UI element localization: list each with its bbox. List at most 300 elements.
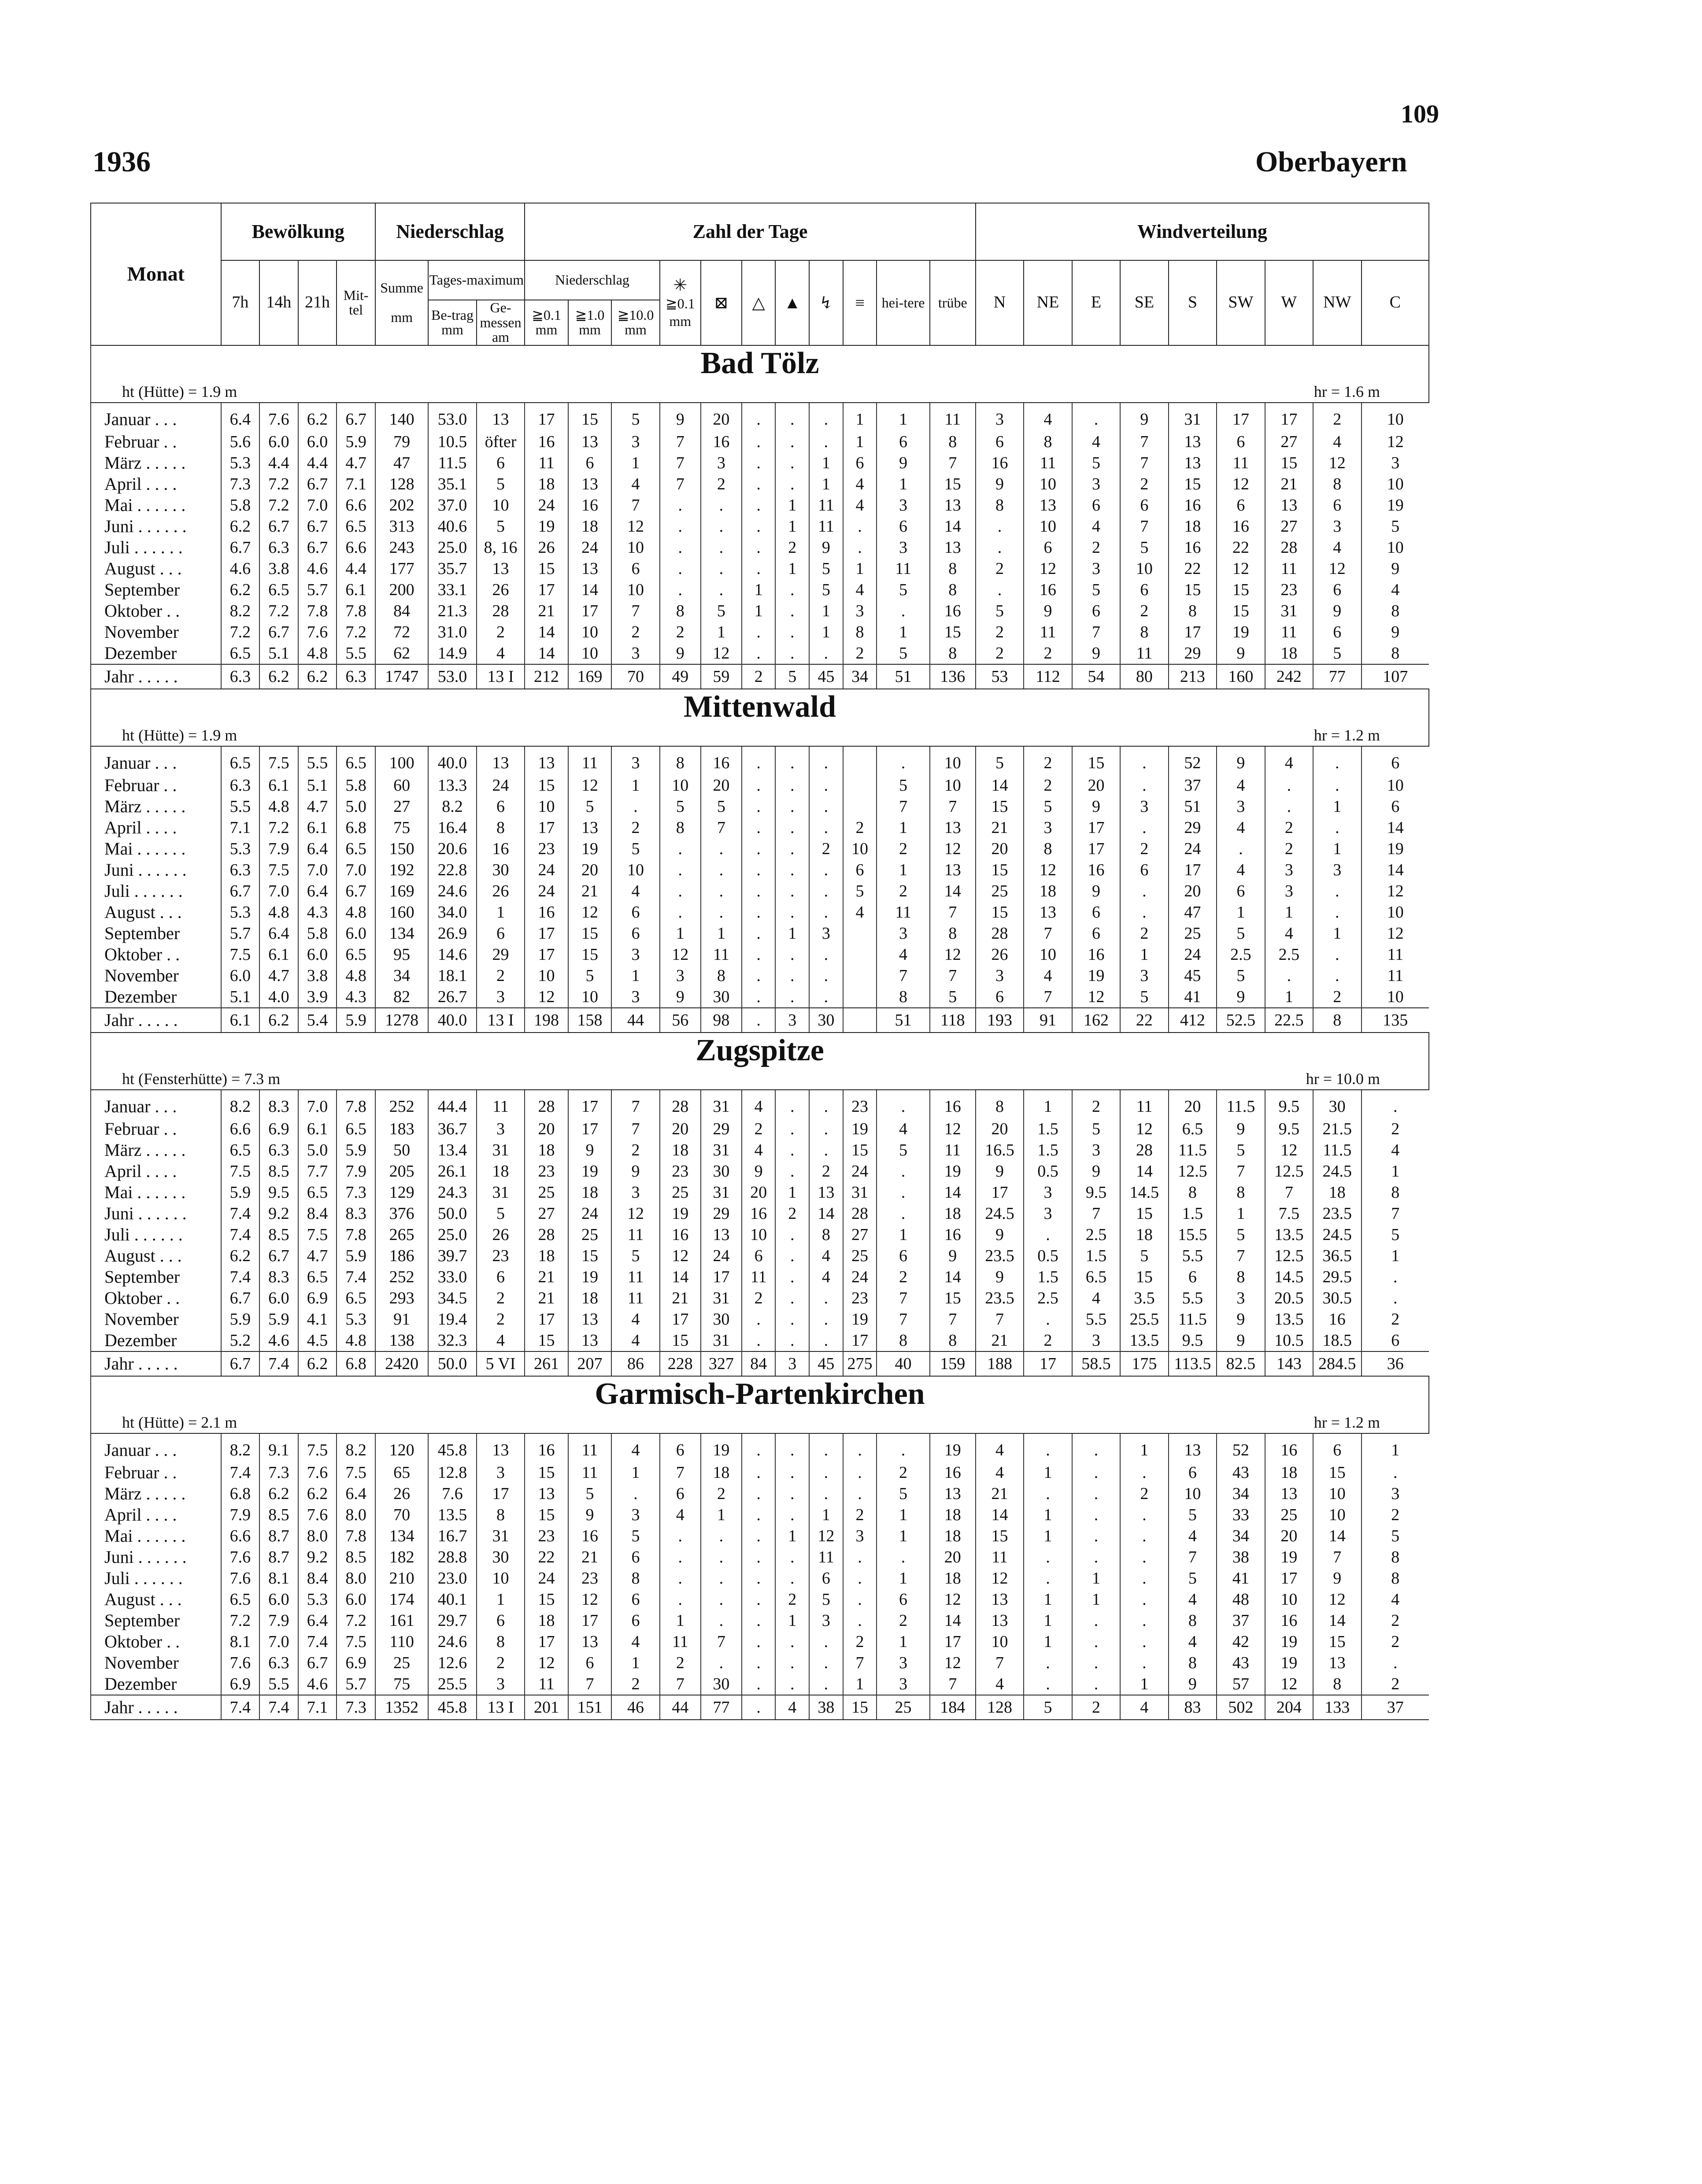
- table-cell: 7.9: [259, 838, 298, 859]
- table-cell: 2: [877, 1462, 929, 1483]
- table-cell: .: [809, 796, 843, 817]
- table-cell: 6.4: [337, 1483, 375, 1504]
- table-cell: 252: [375, 1266, 428, 1288]
- table-cell: 1: [1120, 1433, 1168, 1462]
- month-label: Februar . .: [91, 1462, 221, 1483]
- table-cell: .: [1313, 817, 1361, 838]
- table-cell: .: [742, 1330, 776, 1351]
- year-cell: 184: [930, 1695, 976, 1720]
- table-cell: 6.0: [298, 944, 337, 965]
- table-cell: .: [775, 1330, 809, 1351]
- table-cell: .: [775, 1224, 809, 1245]
- table-cell: 24: [843, 1266, 877, 1288]
- table-cell: 6.1: [337, 579, 375, 600]
- table-cell: 25.5: [1120, 1309, 1168, 1330]
- year-cell: 59: [701, 664, 742, 689]
- year-cell: 188: [976, 1351, 1024, 1376]
- table-cell: .: [775, 902, 809, 923]
- table-cell: 6.7: [337, 881, 375, 902]
- table-cell: 8.2: [428, 796, 476, 817]
- table-cell: 17: [843, 1330, 877, 1351]
- table-cell: 10: [1265, 1589, 1313, 1610]
- table-cell: 43: [1217, 1462, 1265, 1483]
- table-cell: .: [809, 817, 843, 838]
- table-cell: 13: [930, 817, 976, 838]
- table-cell: 5: [611, 838, 659, 859]
- table-row: [91, 1433, 1429, 1462]
- year-cell: 6.2: [298, 664, 337, 689]
- month-label: Juli . . . . . .: [91, 1224, 221, 1245]
- table-cell: 25.0: [428, 537, 476, 558]
- table-cell: 30: [701, 1673, 742, 1695]
- month-label: Dezember: [91, 1673, 221, 1695]
- table-cell: .: [775, 1673, 809, 1695]
- table-cell: 12: [930, 1118, 976, 1140]
- table-cell: 7: [930, 1309, 976, 1330]
- ge100-label: ≧10.0: [617, 307, 654, 323]
- year-cell: 13 I: [477, 1008, 525, 1033]
- table-cell: [843, 965, 877, 986]
- table-cell: 18: [930, 1504, 976, 1525]
- table-cell: 243: [375, 537, 428, 558]
- table-row: [91, 1462, 1429, 1483]
- table-row: [91, 1090, 1429, 1118]
- table-cell: 6.7: [298, 516, 337, 537]
- table-cell: 376: [375, 1203, 428, 1224]
- table-cell: .: [809, 881, 843, 902]
- table-cell: 8: [1217, 1266, 1265, 1288]
- table-cell: 6.0: [337, 1589, 375, 1610]
- table-cell: .: [660, 1589, 701, 1610]
- table-cell: 11: [742, 1266, 776, 1288]
- table-cell: 15: [1120, 1203, 1168, 1224]
- year-cell: 213: [1169, 664, 1217, 689]
- table-cell: 2: [611, 1673, 659, 1695]
- table-cell: 1: [1362, 1433, 1429, 1462]
- table-row: [91, 902, 1429, 923]
- table-cell: 9: [568, 1140, 612, 1161]
- summe-unit: mm: [391, 309, 413, 326]
- table-cell: 27: [843, 1224, 877, 1245]
- table-cell: .: [809, 1118, 843, 1140]
- table-cell: 2: [843, 1631, 877, 1652]
- col-wind-se: SE: [1120, 260, 1168, 345]
- table-cell: 1: [877, 403, 929, 431]
- table-cell: .: [1362, 1090, 1429, 1118]
- table-cell: 2: [1120, 1483, 1168, 1504]
- year-cell: 52.5: [1217, 1008, 1265, 1033]
- table-cell: 19: [1265, 1652, 1313, 1673]
- table-cell: 6.4: [221, 403, 260, 431]
- table-cell: .: [775, 965, 809, 986]
- table-cell: 1: [1120, 944, 1168, 965]
- table-cell: 1: [1362, 1161, 1429, 1182]
- table-cell: 12: [1313, 452, 1361, 474]
- table-cell: 95: [375, 944, 428, 965]
- table-cell: 10: [976, 1631, 1024, 1652]
- table-cell: 7.4: [221, 1462, 260, 1483]
- table-cell: 2: [877, 881, 929, 902]
- table-cell: 10: [477, 1568, 525, 1589]
- table-cell: 4.4: [298, 452, 337, 474]
- table-cell: 6.5: [337, 746, 375, 775]
- month-label: März . . . . .: [91, 452, 221, 474]
- table-cell: 4.7: [298, 1245, 337, 1266]
- table-cell: .: [742, 1547, 776, 1568]
- station-name: Bad Tölz: [91, 345, 1429, 381]
- table-cell: 8: [1169, 1610, 1217, 1631]
- table-cell: .: [742, 1462, 776, 1483]
- table-cell: 12: [525, 986, 568, 1008]
- col-thunder: [775, 260, 809, 345]
- table-row: [91, 1203, 1429, 1224]
- table-cell: .: [809, 1090, 843, 1118]
- table-cell: 3: [611, 986, 659, 1008]
- year-cell: 45: [809, 664, 843, 689]
- table-cell: .: [660, 1525, 701, 1547]
- table-cell: 10: [1362, 474, 1429, 495]
- year-cell: 5 VI: [477, 1351, 525, 1376]
- lightning-icon: ↯: [819, 293, 833, 312]
- table-cell: 16: [525, 431, 568, 452]
- month-label: Januar . . .: [91, 1433, 221, 1462]
- table-cell: .: [742, 986, 776, 1008]
- table-cell: 3: [1120, 965, 1168, 986]
- table-cell: 8: [1024, 431, 1072, 452]
- table-cell: 7: [701, 1631, 742, 1652]
- table-cell: .: [742, 796, 776, 817]
- table-cell: 16: [660, 1224, 701, 1245]
- table-cell: 8: [1313, 474, 1361, 495]
- table-cell: 4: [611, 1309, 659, 1330]
- table-cell: 6.5: [337, 944, 375, 965]
- table-cell: 2: [775, 1203, 809, 1224]
- table-cell: 24: [568, 537, 612, 558]
- table-cell: 1: [809, 452, 843, 474]
- table-cell: 4: [1362, 1589, 1429, 1610]
- table-cell: 75: [375, 1673, 428, 1695]
- table-cell: 14: [976, 1504, 1024, 1525]
- table-row: [91, 474, 1429, 495]
- table-cell: 7: [1313, 1547, 1361, 1568]
- table-cell: .: [775, 600, 809, 622]
- year-cell: 175: [1120, 1351, 1168, 1376]
- table-cell: 13.5: [1265, 1309, 1313, 1330]
- table-cell: 14: [930, 1610, 976, 1631]
- table-cell: 23.5: [976, 1245, 1024, 1266]
- table-cell: 2: [976, 643, 1024, 664]
- year-cell: 112: [1024, 664, 1072, 689]
- table-cell: 31: [701, 1140, 742, 1161]
- table-cell: 6: [1072, 495, 1120, 516]
- table-cell: 5.6: [221, 431, 260, 452]
- table-cell: 5: [701, 796, 742, 817]
- year-cell: 159: [930, 1351, 976, 1376]
- table-row: [91, 1288, 1429, 1309]
- table-cell: 6.9: [337, 1652, 375, 1673]
- table-cell: 39.7: [428, 1245, 476, 1266]
- table-cell: 6.6: [221, 1525, 260, 1547]
- table-cell: .: [843, 537, 877, 558]
- table-cell: 30: [701, 1161, 742, 1182]
- year-cell: 34: [843, 664, 877, 689]
- table-cell: 9: [976, 1266, 1024, 1288]
- table-cell: .: [742, 431, 776, 452]
- table-cell: 6.5: [1169, 1118, 1217, 1140]
- table-cell: 10: [1024, 474, 1072, 495]
- table-cell: 4.6: [221, 558, 260, 579]
- table-cell: 6.2: [221, 579, 260, 600]
- table-cell: 1: [660, 1610, 701, 1631]
- table-cell: 3: [843, 1525, 877, 1547]
- table-cell: .: [809, 1288, 843, 1309]
- table-cell: 23: [1265, 579, 1313, 600]
- table-cell: 2: [1362, 1118, 1429, 1140]
- table-cell: 10: [477, 495, 525, 516]
- table-cell: 5: [976, 746, 1024, 775]
- table-cell: 18: [930, 1203, 976, 1224]
- month-label: Mai . . . . . .: [91, 1525, 221, 1547]
- table-cell: .: [701, 1589, 742, 1610]
- table-cell: 1: [742, 579, 776, 600]
- gemessen-label: Ge-messen: [480, 300, 522, 330]
- table-cell: 82: [375, 986, 428, 1008]
- table-cell: 13.5: [1265, 1224, 1313, 1245]
- table-cell: 15: [930, 1288, 976, 1309]
- year-cell: 2420: [375, 1351, 428, 1376]
- table-cell: .: [775, 944, 809, 965]
- table-cell: .: [742, 1433, 776, 1462]
- table-cell: 12: [568, 1589, 612, 1610]
- table-cell: 7: [930, 452, 976, 474]
- table-cell: 24.6: [428, 1631, 476, 1652]
- table-row: [91, 1224, 1429, 1245]
- table-cell: 16: [1217, 516, 1265, 537]
- table-cell: 7: [976, 1309, 1024, 1330]
- table-cell: 6: [477, 796, 525, 817]
- table-cell: 15: [976, 902, 1024, 923]
- station-section: [91, 345, 1429, 689]
- table-cell: 26: [525, 537, 568, 558]
- table-cell: .: [809, 1462, 843, 1483]
- table-cell: .: [1313, 902, 1361, 923]
- table-cell: 134: [375, 1525, 428, 1547]
- table-cell: 15: [1072, 746, 1120, 775]
- table-cell: .: [611, 796, 659, 817]
- table-cell: 4: [1024, 403, 1072, 431]
- table-cell: 11: [809, 516, 843, 537]
- table-cell: 8.2: [221, 1090, 260, 1118]
- table-cell: .: [742, 452, 776, 474]
- table-cell: 2: [477, 965, 525, 986]
- table-cell: 9: [1120, 403, 1168, 431]
- table-cell: 1: [775, 558, 809, 579]
- table-cell: 6.5: [221, 746, 260, 775]
- table-cell: .: [809, 775, 843, 796]
- table-cell: 5: [1072, 1118, 1120, 1140]
- table-cell: 3: [809, 923, 843, 944]
- table-cell: 8: [660, 746, 701, 775]
- table-cell: 1: [877, 817, 929, 838]
- table-cell: 12: [1265, 1673, 1313, 1695]
- table-cell: 16: [930, 1090, 976, 1118]
- col-ge01: [525, 300, 568, 345]
- table-cell: 8.5: [337, 1547, 375, 1568]
- month-label: August . . .: [91, 1245, 221, 1266]
- table-cell: 24: [477, 775, 525, 796]
- table-cell: 4: [1072, 1288, 1120, 1309]
- table-cell: 1: [809, 622, 843, 643]
- table-cell: 23.5: [1313, 1203, 1361, 1224]
- table-cell: .: [775, 986, 809, 1008]
- table-cell: 161: [375, 1610, 428, 1631]
- table-cell: 10: [525, 965, 568, 986]
- table-cell: 182: [375, 1547, 428, 1568]
- table-cell: .: [1120, 1525, 1168, 1547]
- table-cell: 6.9: [221, 1673, 260, 1695]
- table-cell: 5.8: [298, 923, 337, 944]
- table-cell: .: [660, 558, 701, 579]
- year-cell: 5: [775, 664, 809, 689]
- table-cell: 6.1: [259, 775, 298, 796]
- table-cell: 21.3: [428, 600, 476, 622]
- year-cell: 207: [568, 1351, 612, 1376]
- table-cell: [843, 796, 877, 817]
- table-cell: 6: [742, 1245, 776, 1266]
- table-cell: 13.4: [428, 1140, 476, 1161]
- table-cell: .: [701, 1525, 742, 1547]
- table-cell: 10: [1362, 403, 1429, 431]
- year-cell: 3: [775, 1351, 809, 1376]
- table-cell: 12: [1362, 923, 1429, 944]
- table-cell: 10.5: [428, 431, 476, 452]
- table-cell: 5: [809, 558, 843, 579]
- table-cell: 8: [1024, 838, 1072, 859]
- table-cell: 29: [477, 944, 525, 965]
- table-cell: 7.0: [259, 881, 298, 902]
- table-cell: 7: [1217, 1245, 1265, 1266]
- table-cell: 51: [1169, 796, 1217, 817]
- table-cell: .: [775, 1631, 809, 1652]
- table-cell: 15: [843, 1140, 877, 1161]
- month-label: November: [91, 965, 221, 986]
- table-cell: .: [1313, 965, 1361, 986]
- table-cell: 3: [611, 431, 659, 452]
- table-cell: 5: [1217, 1224, 1265, 1245]
- table-cell: 7.0: [298, 495, 337, 516]
- betrag-unit: mm: [441, 322, 463, 338]
- table-cell: 7: [611, 495, 659, 516]
- table-cell: 4: [611, 1330, 659, 1351]
- table-cell: .: [1313, 944, 1361, 965]
- col-wind-w: W: [1265, 260, 1313, 345]
- table-cell: 14.5: [1120, 1182, 1168, 1203]
- table-cell: 31: [701, 1288, 742, 1309]
- table-cell: 18: [568, 1182, 612, 1203]
- table-cell: 28: [525, 1090, 568, 1118]
- year-cell: 204: [1265, 1695, 1313, 1720]
- table-cell: 5.2: [221, 1330, 260, 1351]
- table-cell: 5.5: [259, 1673, 298, 1695]
- table-cell: 16.4: [428, 817, 476, 838]
- table-cell: 28: [477, 600, 525, 622]
- table-cell: 5.9: [337, 431, 375, 452]
- table-cell: 4.8: [259, 796, 298, 817]
- table-cell: .: [701, 859, 742, 881]
- year-cell: 82.5: [1217, 1351, 1265, 1376]
- table-row: [91, 817, 1429, 838]
- table-cell: 8: [930, 558, 976, 579]
- table-cell: 31: [1265, 600, 1313, 622]
- table-cell: 21: [568, 881, 612, 902]
- year-cell: 22: [1120, 1008, 1168, 1033]
- table-cell: .: [742, 474, 776, 495]
- group-niederschlag: Niederschlag: [375, 203, 525, 260]
- region-heading: Oberbayern: [1255, 146, 1407, 178]
- table-cell: .: [775, 838, 809, 859]
- table-cell: 12: [1217, 558, 1265, 579]
- table-cell: .: [843, 1483, 877, 1504]
- year-cell: 6.2: [259, 664, 298, 689]
- table-cell: 8: [976, 1090, 1024, 1118]
- table-cell: 3: [477, 1118, 525, 1140]
- table-cell: 9.2: [298, 1547, 337, 1568]
- table-cell: .: [660, 1568, 701, 1589]
- ge01-label: ≧0.1: [532, 307, 561, 323]
- table-cell: 20: [976, 838, 1024, 859]
- table-cell: 21.5: [1313, 1118, 1361, 1140]
- table-cell: 3: [1313, 859, 1361, 881]
- year-total-row: [91, 1351, 1429, 1376]
- table-cell: 8: [477, 1504, 525, 1525]
- table-cell: 4.7: [298, 796, 337, 817]
- table-cell: .: [976, 537, 1024, 558]
- table-cell: 11.5: [1313, 1140, 1361, 1161]
- table-cell: 5: [477, 474, 525, 495]
- table-cell: .: [775, 1504, 809, 1525]
- table-cell: 7.0: [337, 859, 375, 881]
- table-cell: 8.3: [337, 1203, 375, 1224]
- table-cell: 8: [660, 817, 701, 838]
- table-cell: 3: [1265, 881, 1313, 902]
- table-cell: 1: [843, 1673, 877, 1695]
- table-cell: 1: [843, 558, 877, 579]
- table-cell: 13: [930, 1483, 976, 1504]
- table-cell: 4.7: [337, 452, 375, 474]
- table-cell: 9: [660, 643, 701, 664]
- table-cell: 8: [477, 1631, 525, 1652]
- table-row: [91, 622, 1429, 643]
- table-cell: .: [809, 431, 843, 452]
- table-cell: 4.6: [298, 1673, 337, 1695]
- table-row: [91, 1266, 1429, 1288]
- table-cell: 24.6: [428, 881, 476, 902]
- col-wind-nw: NW: [1313, 260, 1361, 345]
- table-cell: 3: [611, 1504, 659, 1525]
- table-cell: 18: [568, 1288, 612, 1309]
- table-cell: 7: [568, 1673, 612, 1695]
- table-cell: 60: [375, 775, 428, 796]
- year-cell: 40.0: [428, 1008, 476, 1033]
- col-wind-s: S: [1169, 260, 1217, 345]
- table-cell: .: [1072, 1610, 1120, 1631]
- table-cell: 28: [843, 1203, 877, 1224]
- table-cell: 8.4: [298, 1203, 337, 1224]
- table-cell: .: [775, 1090, 809, 1118]
- table-cell: 3: [843, 600, 877, 622]
- table-cell: 3.9: [298, 986, 337, 1008]
- table-cell: 15: [976, 1525, 1024, 1547]
